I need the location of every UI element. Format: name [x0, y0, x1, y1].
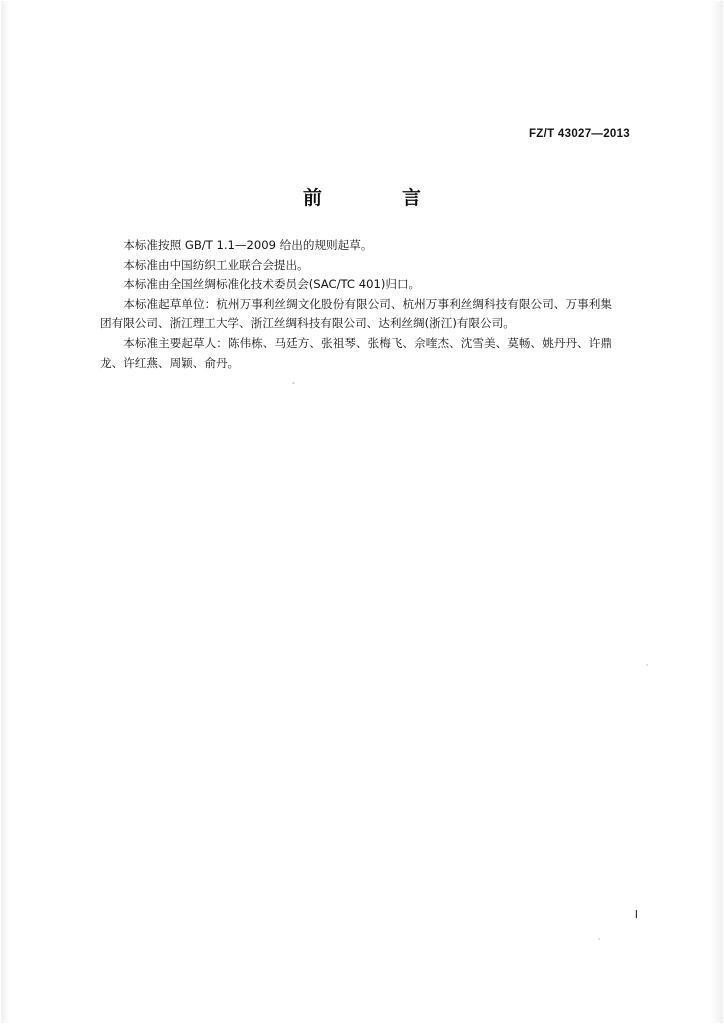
paragraph: 本标准主要起草人：陈伟栋、马廷方、张祖琴、张梅飞、佘喹杰、沈雪美、莫畅、姚丹丹、许鼎龙、许红燕、周颖、俞丹。	[100, 335, 612, 370]
page-title: 前 言	[302, 187, 435, 209]
scan-speck	[646, 664, 648, 666]
standard-code-header: FZ/T 43027—2013	[528, 128, 630, 140]
scan-edge-left	[0, 0, 10, 1024]
page-number: Ⅰ	[634, 909, 638, 921]
scan-speck	[292, 382, 295, 384]
paragraph: 本标准起草单位：杭州万事利丝绸文化股份有限公司、杭州万事利丝绸科技有限公司、万事利集团有限公司、浙江理工大学、浙江丝绸科技有限公司、达利丝绸(浙江)有限公司。	[100, 296, 612, 331]
scan-speck	[598, 938, 600, 940]
paragraph: 本标准按照 GB/T 1.1—2009 给出的规则起草。	[123, 238, 373, 252]
paragraph: 本标准由全国丝绸标准化技术委员会(SAC/TC 401)归口。	[123, 277, 421, 292]
foreword-body	[100, 236, 612, 373]
scan-edge-right	[710, 0, 724, 1024]
paragraph: 本标准由中国纺织工业联合会提出。	[123, 257, 309, 272]
